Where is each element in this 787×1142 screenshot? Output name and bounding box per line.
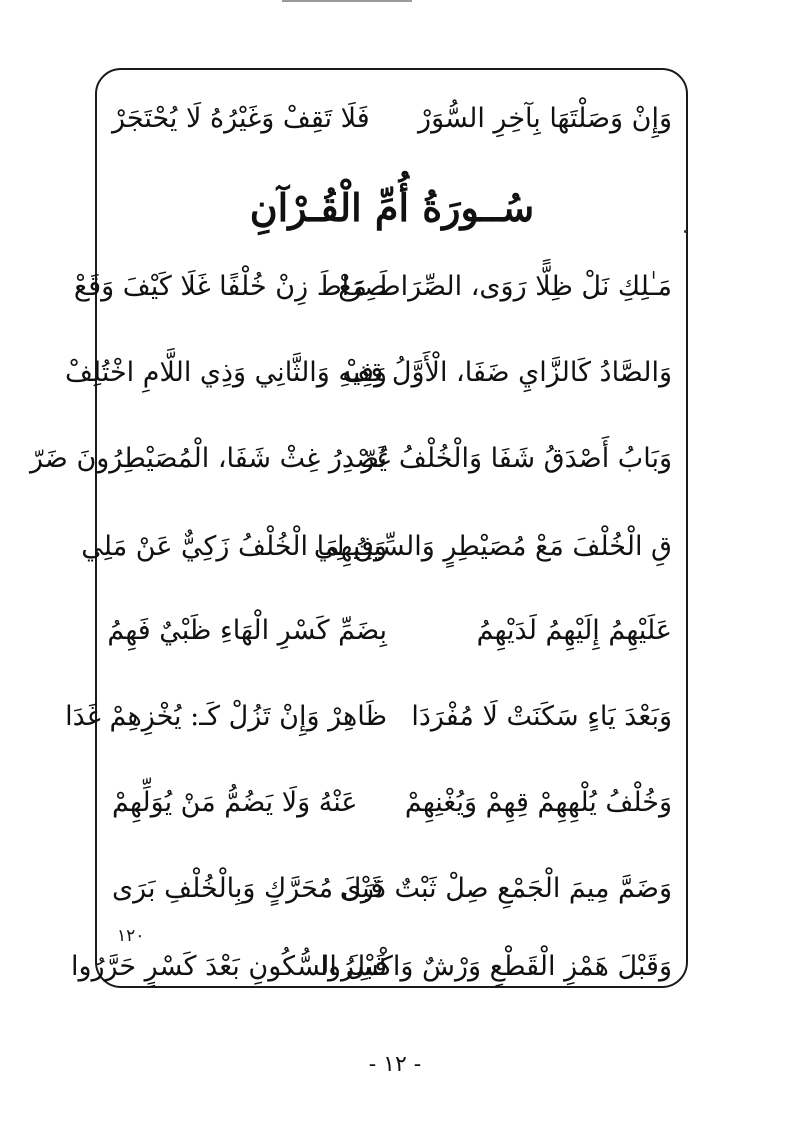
verse-6 [107,606,672,656]
verse-9-second-hemistich: قَبْلَ مُحَرَّكٍ وَبِالْخُلْفِ بَرَى [112,873,384,904]
verse-7 [65,692,672,742]
verse-10-first-hemistich: وَقَبْلَ هَمْزِ الْقَطْعِ وَرْشٌ وَاكْسِرُوا [320,951,672,982]
verse-1-first-hemistich: وَإِنْ وَصَلْتَهَا بِآخِرِ السُّوَرْ [418,103,672,134]
margin-dot [684,230,687,233]
verse-1-second-hemistich: فَلَا تَقِفْ وَغَيْرُهُ لَا يُحْتَجَرْ [112,103,370,134]
verse-5-second-hemistich: وَفِيهِمَا الْخُلْفُ زَكِيٌّ عَنْ مَلِي [81,531,387,562]
verse-10-second-hemistich: قَبْلَ السُّكُونِ بَعْدَ كَسْرٍ حَرَّرُوا [70,951,387,982]
verse-4-first-hemistich: وَبَابُ أَصْدَقُ شَفَا وَالْخُلْفُ غَرّ [361,443,672,474]
verse-number: ١٢٠ [117,926,145,946]
verse-8-first-hemistich: وَخُلْفُ يُلْهِهِمْ قِهِمْ وَيُغْنِهِمْ [404,787,672,818]
verse-6-first-hemistich: عَلَيْهِمُ إِلَيْهِمُ لَدَيْهِمُ [476,615,672,646]
verse-4-second-hemistich: يُصْدِرُ غِثْ شَفَا، الْمُصَيْطِرُونَ ضَرّ [30,443,387,474]
verse-3-first-hemistich: وَالصَّادُ كَالزَّايِ ضَفَا، الْأَوَّلُ قِفْ [342,357,672,388]
verse-5-first-hemistich: قِ الْخُلْفَ مَعْ مُصَيْطِرٍ وَالسِّينُ لِي [313,531,672,562]
verse-3 [64,348,672,398]
verse-8 [112,778,672,828]
verse-9 [112,864,672,914]
verse-2-first-hemistich: مَـٰلِكِ نَلْ ظِلًّا رَوَى، الصِّرَاطَ مَعْ [338,271,672,302]
verse-10 [70,942,672,992]
verse-2 [73,262,672,312]
top-rule [282,0,412,2]
verse-4 [30,434,672,484]
verse-7-second-hemistich: ظَاهِرْ وَإِنْ تَزُلْ كَـ: يُخْزِهِمْ غَدَا [65,701,387,732]
verse-2-second-hemistich: صِرَاطَ زِنْ خُلْفًا غَلَا كَيْفَ وَقَعْ [73,271,387,302]
verse-9-first-hemistich: وَضَمَّ مِيمَ الْجَمْعِ صِلْ ثَبْتٌ دَرَى [339,873,672,904]
page-number: - ١٢ - [368,1052,422,1077]
verse-6-second-hemistich: بِضَمِّ كَسْرِ الْهَاءِ ظَبْيٌ فَهِمُ [107,615,387,646]
surah-title: سُــورَةُ أُمِّ الْقُـرْآنِ [249,185,535,230]
verse-8-second-hemistich: عَنْهُ وَلَا يَضُمُّ مَنْ يُوَلِّهِمْ [112,787,358,818]
verse-5 [81,522,672,572]
verse-7-first-hemistich: وَبَعْدَ يَاءٍ سَكَنَتْ لَا مُفْرَدَا [411,701,672,732]
verse-3-second-hemistich: وَفِيهِ وَالثَّانِي وَذِي اللَّامِ اخْتُلِفْ [64,357,387,388]
verse-1 [112,94,672,144]
